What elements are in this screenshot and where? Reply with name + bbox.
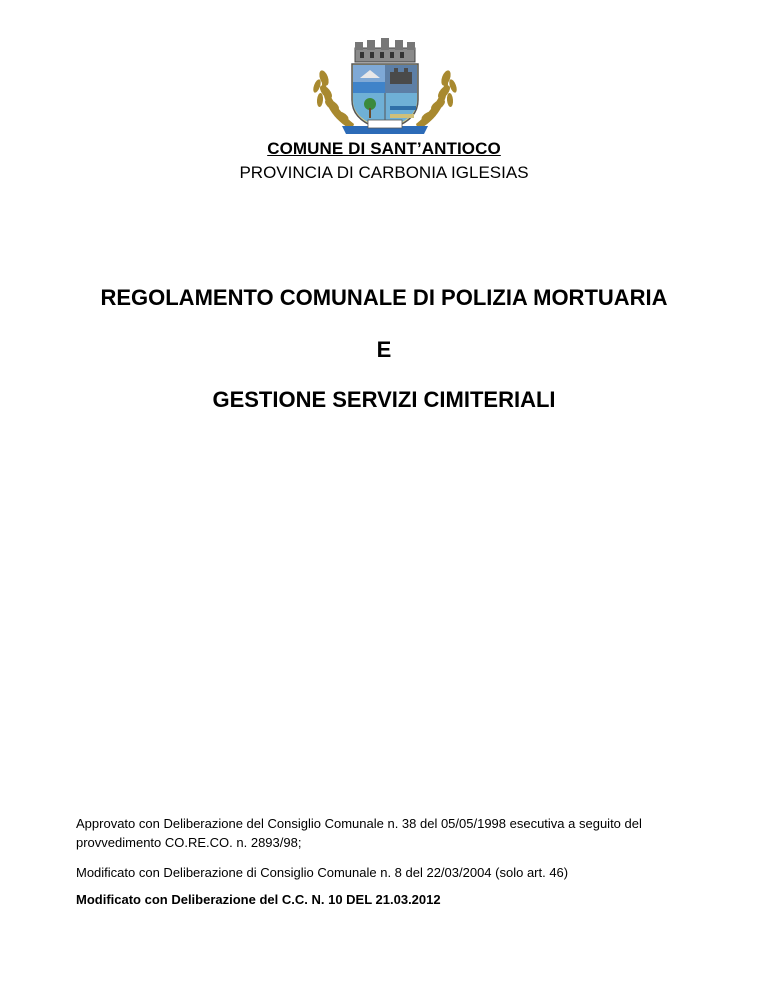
laurel-left-icon: [312, 69, 354, 130]
laurel-right-icon: [416, 69, 458, 130]
ribbon-icon: [342, 120, 428, 134]
modification-note-2004: Modificato con Deliberazione di Consiglio Comunale n. 8 del 22/03/2004 (solo art. 46): [76, 865, 569, 880]
approval-note: Approvato con Deliberazione del Consiglio Comunale n. 38 del 05/05/1998 esecutiva a seguito del provvedimento CO.RE.CO. n. 2893/98;: [76, 816, 642, 850]
modification-note-2012: Modificato con Deliberazione del C.C. N. 10 DEL 21.03.2012: [76, 892, 441, 907]
document-title-line-1: REGOLAMENTO COMUNALE DI POLIZIA MORTUARIA: [100, 285, 668, 310]
document-title-line-2: E: [376, 337, 392, 362]
crown-icon: [355, 38, 415, 62]
province-name: PROVINCIA DI CARBONIA IGLESIAS: [239, 163, 529, 182]
document-title-line-3: GESTIONE SERVIZI CIMITERIALI: [212, 387, 556, 412]
municipality-name: COMUNE DI SANT’ANTIOCO: [267, 139, 501, 158]
coat-of-arms-logo: [312, 38, 458, 136]
